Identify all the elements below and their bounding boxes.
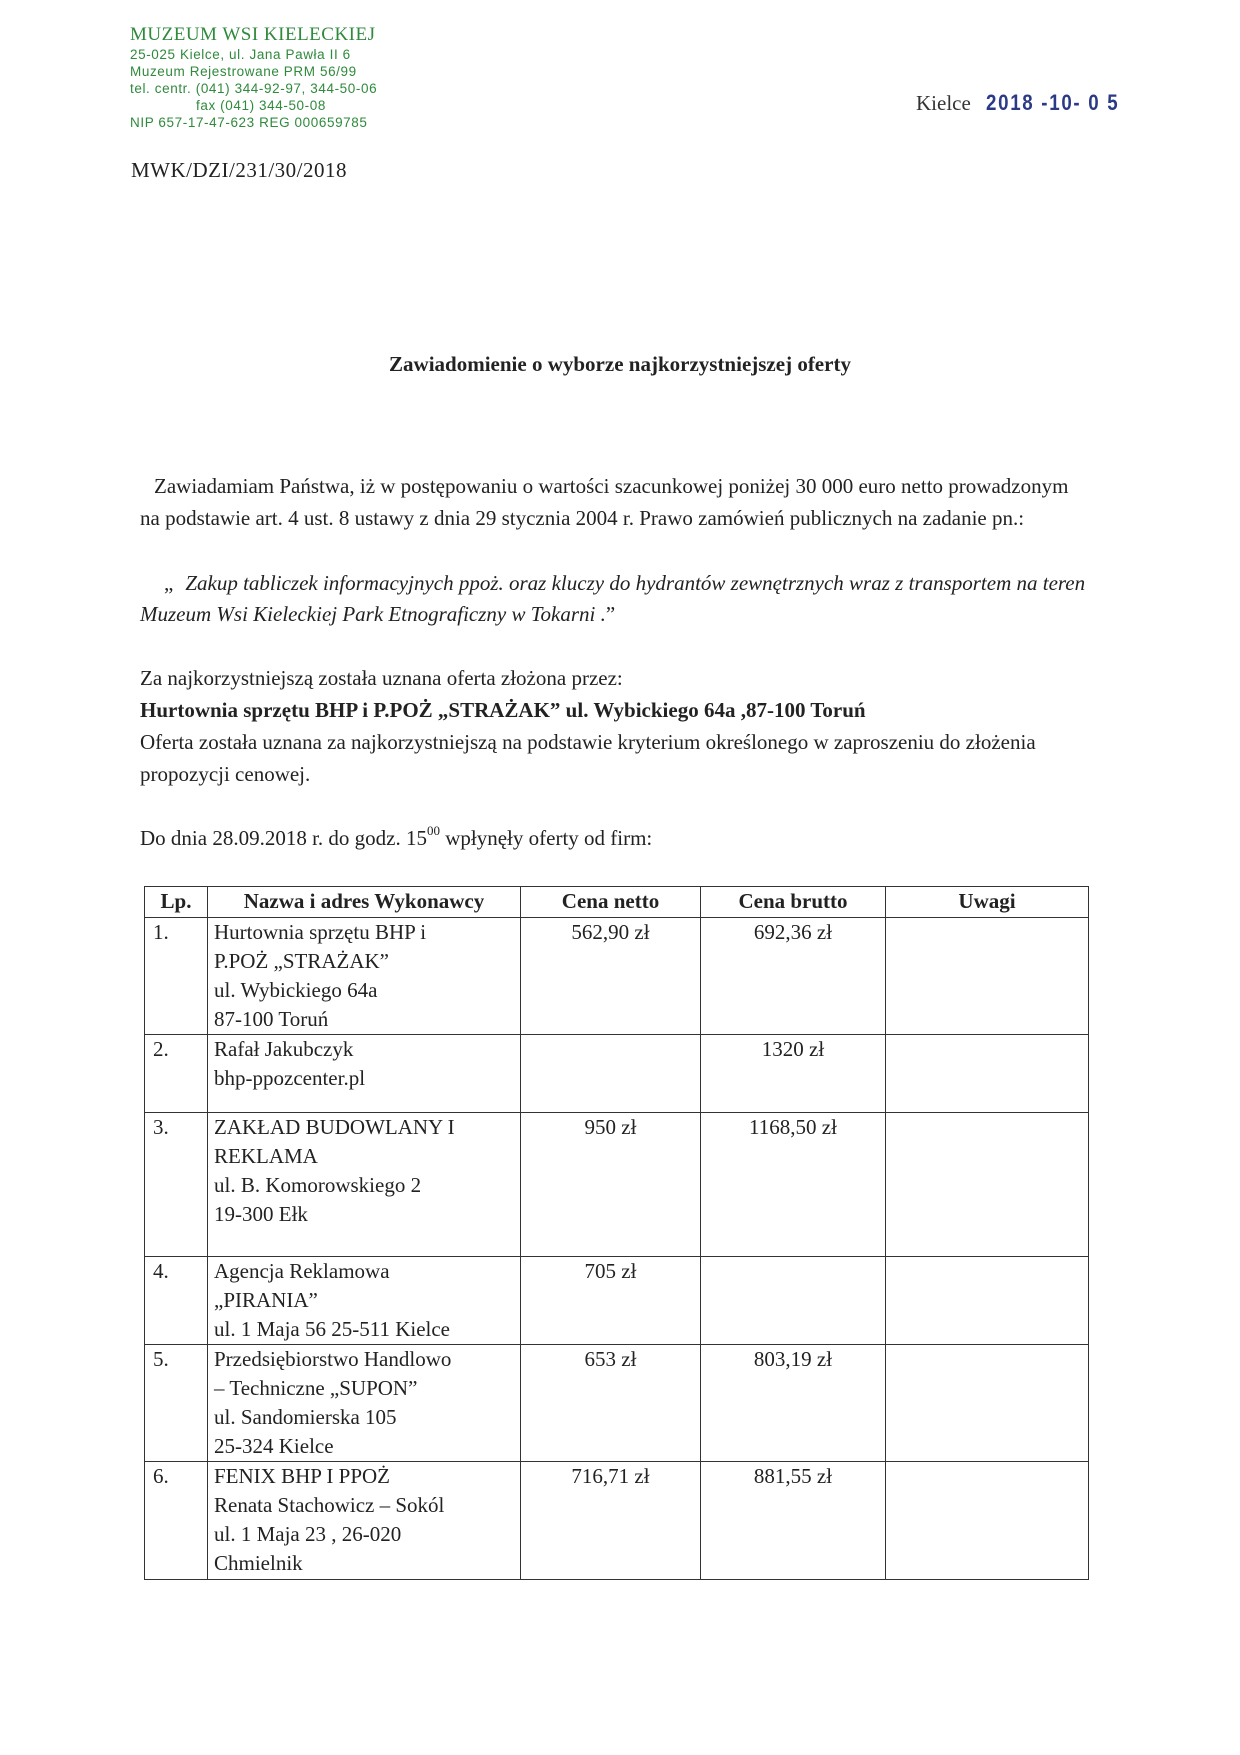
- cell-lp: 5.: [145, 1345, 208, 1462]
- stamp-address: 25-025 Kielce, ul. Jana Pawła II 6: [130, 47, 351, 62]
- cell-name: [208, 918, 521, 1035]
- cell-lp: 2.: [145, 1035, 208, 1113]
- table-row: [145, 1462, 1089, 1580]
- task-close-quote: ”: [605, 602, 616, 626]
- museum-stamp: [130, 24, 450, 131]
- table-row: [145, 918, 1089, 1035]
- cell-netto: 950 zł: [521, 1113, 701, 1257]
- cell-brutto: 1320 zł: [701, 1035, 886, 1113]
- cell-brutto: 692,36 zł: [701, 918, 886, 1035]
- deadline-prefix: Do dnia 28.09.2018 r. do godz. 15: [140, 826, 427, 850]
- name-line: 19-300 Ełk: [214, 1202, 308, 1226]
- task-text: Zakup tabliczek informacyjnych ppoż. oraz kluczy do hydrantów zewnętrznych wraz z transportem na teren Muzeum Wsi Kieleckiej Park Etnograficzny w Tokarni .: [140, 571, 1086, 626]
- intro-text: Zawiadamiam Państwa, iż w postępowaniu o wartości szacunkowej poniżej 30 000 euro netto prowadzonym na podstawie art. 4 ust. 8 ustawy z dnia 29 stycznia 2004 r. Prawo zamówień publicznych na zadanie pn.:: [140, 474, 1069, 530]
- reference-number: MWK/DZI/231/30/2018: [131, 158, 347, 182]
- table-row: [145, 1345, 1089, 1462]
- name-line: 87-100 Toruń: [214, 1007, 329, 1031]
- place: Kielce: [916, 91, 971, 115]
- cell-uwagi: [886, 1345, 1089, 1462]
- cell-brutto: 881,55 zł: [701, 1462, 886, 1580]
- cell-uwagi: [886, 918, 1089, 1035]
- intro-paragraph: [140, 470, 1092, 534]
- name-line: FENIX BHP I PPOŻ: [214, 1464, 390, 1488]
- table-header-row: [145, 887, 1089, 918]
- name-line: Agencja Reklamowa: [214, 1259, 390, 1283]
- cell-lp: 4.: [145, 1257, 208, 1345]
- place-and-date: [916, 90, 1143, 116]
- stamp-nip-regon: NIP 657-17-47-623 REG 000659785: [130, 115, 368, 130]
- name-line: Hurtownia sprzętu BHP i: [214, 920, 427, 944]
- name-line: Rafał Jakubczyk: [214, 1037, 354, 1061]
- deadline-line: [140, 822, 1092, 854]
- cell-name: [208, 1345, 521, 1462]
- col-header-lp: Lp.: [145, 887, 208, 918]
- date-stamp: 2018 -10- 0 5: [986, 90, 1120, 115]
- cell-uwagi: [886, 1462, 1089, 1580]
- name-line: bhp-ppozcenter.pl: [214, 1066, 366, 1090]
- cell-lp: 1.: [145, 918, 208, 1035]
- name-line: 25-324 Kielce: [214, 1434, 334, 1458]
- stamp-fax: fax (041) 344-50-08: [196, 98, 326, 113]
- task-name: [140, 568, 1092, 630]
- cell-lp: 6.: [145, 1462, 208, 1580]
- table-row: [145, 1035, 1089, 1113]
- stamp-register: Muzeum Rejestrowane PRM 56/99: [130, 64, 357, 79]
- cell-brutto: 803,19 zł: [701, 1345, 886, 1462]
- name-line: ul. 1 Maja 56 25-511 Kielce: [214, 1317, 450, 1341]
- offers-table: [144, 886, 1089, 1580]
- cell-name: [208, 1462, 521, 1580]
- name-line: „PIRANIA”: [214, 1288, 318, 1312]
- cell-uwagi: [886, 1035, 1089, 1113]
- cell-name: [208, 1035, 521, 1113]
- cell-name: [208, 1257, 521, 1345]
- winner-section: [140, 662, 1092, 790]
- table-row: [145, 1113, 1089, 1257]
- cell-netto: 653 zł: [521, 1345, 701, 1462]
- col-header-name: Nazwa i adres Wykonawcy: [208, 887, 521, 918]
- cell-netto: 716,71 zł: [521, 1462, 701, 1580]
- name-line: ul. Sandomierska 105: [214, 1405, 397, 1429]
- name-line: REKLAMA: [214, 1144, 318, 1168]
- document-title: Zawiadomienie o wyborze najkorzystniejszej oferty: [389, 352, 851, 376]
- task-open-quote: „: [164, 571, 174, 595]
- name-line: ul. Wybickiego 64a: [214, 978, 378, 1002]
- cell-brutto: [701, 1257, 886, 1345]
- cell-brutto: 1168,50 zł: [701, 1113, 886, 1257]
- name-line: ul. B. Komorowskiego 2: [214, 1173, 422, 1197]
- col-header-uwagi: Uwagi: [886, 887, 1089, 918]
- stamp-museum-name: MUZEUM WSI KIELECKIEJ: [130, 24, 376, 45]
- cell-netto: 562,90 zł: [521, 918, 701, 1035]
- name-line: ZAKŁAD BUDOWLANY I: [214, 1115, 455, 1139]
- cell-name: [208, 1113, 521, 1257]
- name-line: – Techniczne „SUPON”: [214, 1376, 418, 1400]
- cell-uwagi: [886, 1257, 1089, 1345]
- name-line: Przedsiębiorstwo Handlowo: [214, 1347, 452, 1371]
- col-header-brutto: Cena brutto: [701, 887, 886, 918]
- winner-intro: Za najkorzystniejszą została uznana oferta złożona przez:: [140, 666, 623, 690]
- deadline-suffix: wpłynęły oferty od firm:: [439, 826, 653, 850]
- winner-name: Hurtownia sprzętu BHP i P.POŻ „STRAŻAK” ul. Wybickiego 64a ,87-100 Toruń: [140, 698, 866, 722]
- name-line: Chmielnik: [214, 1551, 303, 1575]
- winner-reason: Oferta została uznana za najkorzystniejszą na podstawie kryterium określonego w zaproszeniu do złożenia propozycji cenowej.: [140, 730, 1036, 786]
- cell-uwagi: [886, 1113, 1089, 1257]
- cell-netto: [521, 1035, 701, 1113]
- name-line: P.POŻ „STRAŻAK”: [214, 949, 390, 973]
- name-line: Renata Stachowicz – Sokól: [214, 1493, 445, 1517]
- cell-netto: 705 zł: [521, 1257, 701, 1345]
- deadline-minutes: 00: [426, 823, 440, 838]
- name-line: ul. 1 Maja 23 , 26-020: [214, 1522, 402, 1546]
- cell-lp: 3.: [145, 1113, 208, 1257]
- col-header-netto: Cena netto: [521, 887, 701, 918]
- table-row: [145, 1257, 1089, 1345]
- stamp-tel: tel. centr. (041) 344-92-97, 344-50-06: [130, 81, 378, 96]
